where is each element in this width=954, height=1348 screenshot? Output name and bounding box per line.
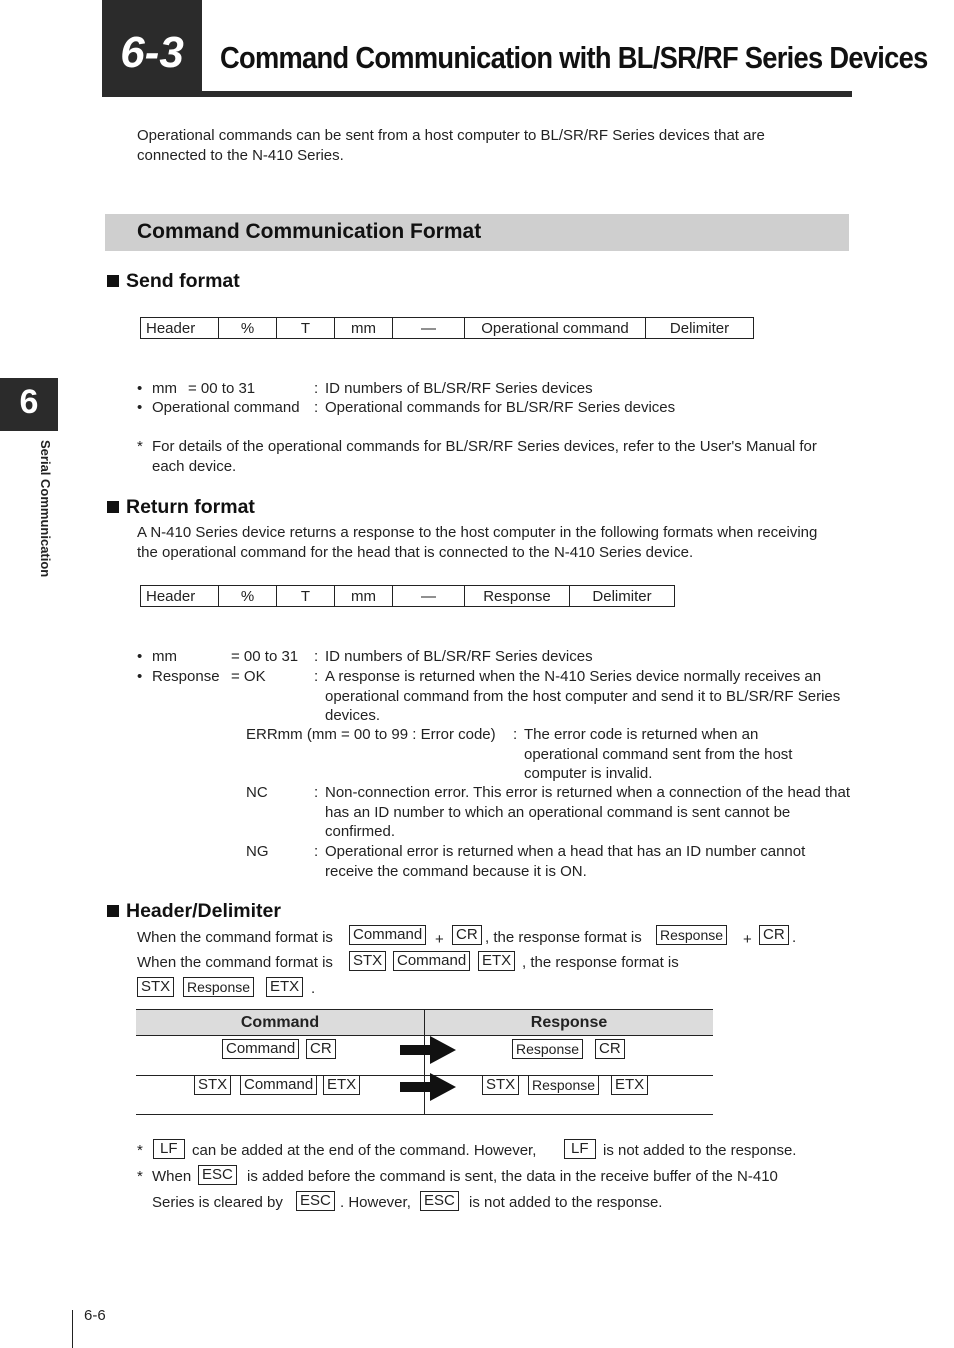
send-bullet-1: • <box>137 380 143 397</box>
square-bullet-icon <box>107 275 119 287</box>
chapter-number: 6-3 <box>120 28 184 77</box>
token-cr: CR <box>452 925 482 945</box>
hd-line1-b: , the response format is <box>485 929 642 946</box>
token-stx: STX <box>194 1075 231 1095</box>
token-command: Command <box>349 925 426 945</box>
header-delimiter-heading: Header/Delimiter <box>107 900 281 923</box>
asterisk: * <box>137 1168 143 1185</box>
colon: : <box>314 784 319 801</box>
token-cr: CR <box>759 925 789 945</box>
send-bullet-2: • <box>137 399 143 416</box>
return-mm-eq: = 00 to 31 <box>231 648 299 665</box>
field-percent: % <box>219 318 277 339</box>
token-command: Command <box>222 1039 299 1059</box>
field-percent: % <box>219 586 277 607</box>
period: . <box>792 929 797 946</box>
colon: : <box>314 648 319 665</box>
colon: : <box>513 726 518 743</box>
field-operational-command: Operational command <box>465 318 646 339</box>
token-etx: ETX <box>478 951 515 971</box>
colon: : <box>314 843 319 860</box>
field-dash: — <box>393 318 465 339</box>
return-resp-eq: = OK <box>231 668 266 685</box>
note2-c: Series is cleared by <box>152 1194 283 1211</box>
token-response: Response <box>512 1039 583 1059</box>
square-bullet-icon <box>107 501 119 513</box>
token-lf: LF <box>564 1139 596 1159</box>
send-format-table <box>140 317 754 339</box>
title-rule <box>202 91 852 97</box>
return-format-table <box>140 585 675 607</box>
return-nc-desc: Non-connection error. This error is returned when a connection of the head that has an ID number to which an operational command is sent cannot be confirmed. <box>325 784 851 840</box>
token-command: Command <box>240 1075 317 1095</box>
footer-rule <box>72 1310 73 1348</box>
token-command: Command <box>393 951 470 971</box>
intro-text: Operational commands can be sent from a host computer to BL/SR/RF Series devices that are connected to the N-410 Series. <box>137 127 765 164</box>
send-bullet-1-term: mm <box>152 380 177 397</box>
asterisk: * <box>137 438 143 455</box>
token-response: Response <box>183 977 254 997</box>
field-t: T <box>277 318 335 339</box>
token-cr: CR <box>595 1039 625 1059</box>
token-esc: ESC <box>420 1191 459 1211</box>
return-ng-desc: Operational error is returned when a head that has an ID number cannot receive the command because it is ON. <box>325 843 806 880</box>
return-ng-term: NG <box>246 843 269 860</box>
side-tab-number: 6 <box>19 383 39 421</box>
field-mm: mm <box>335 586 393 607</box>
note2-d: . However, <box>340 1194 411 1211</box>
page-number: 6-6 <box>84 1307 106 1324</box>
return-bullet-1: • <box>137 648 143 665</box>
note2-e: is not added to the response. <box>469 1194 663 1211</box>
return-format-heading: Return format <box>107 496 255 519</box>
token-etx: ETX <box>323 1075 360 1095</box>
return-ok-desc: A response is returned when the N-410 Series device normally receives an operational command from the host computer and send it to BL/SR/RF Series devices. <box>325 668 841 724</box>
hd-line2-b: , the response format is <box>522 954 679 971</box>
col-command: Command <box>136 1010 425 1036</box>
right-arrow-icon <box>400 1073 456 1101</box>
token-cr: CR <box>306 1039 336 1059</box>
colon: : <box>314 380 319 397</box>
return-bullet-2: • <box>137 668 143 685</box>
note2-a: When <box>152 1168 192 1185</box>
field-header: Header <box>141 586 219 607</box>
return-mm-desc: ID numbers of BL/SR/RF Series devices <box>325 648 593 665</box>
period: . <box>311 980 316 997</box>
col-response: Response <box>425 1010 714 1036</box>
token-etx: ETX <box>611 1075 648 1095</box>
token-stx: STX <box>349 951 386 971</box>
return-resp-term: Response <box>152 668 220 685</box>
return-mm-term: mm <box>152 648 177 665</box>
return-err-desc: The error code is returned when an operational command sent from the host computer is invalid. <box>524 726 793 782</box>
square-bullet-icon <box>107 905 119 917</box>
plus-sign: + <box>435 931 444 948</box>
plus-sign: + <box>743 931 752 948</box>
colon: : <box>314 399 319 416</box>
return-intro: A N-410 Series device returns a response to the host computer in the following formats when receiving the operational command for the head that is connected to the N-410 Series device. <box>137 524 818 561</box>
send-bullet-1-desc: ID numbers of BL/SR/RF Series devices <box>325 380 593 397</box>
token-etx: ETX <box>266 977 303 997</box>
token-stx: STX <box>137 977 174 997</box>
field-t: T <box>277 586 335 607</box>
section-title: Command Communication Format <box>137 220 482 243</box>
note1-a: can be added at the end of the command. However, <box>192 1142 537 1159</box>
token-esc: ESC <box>198 1165 237 1185</box>
hd-line1-a: When the command format is <box>137 929 333 946</box>
token-esc: ESC <box>296 1191 335 1211</box>
side-tab-label: Serial Communication <box>38 440 53 578</box>
send-bullet-2-term: Operational command <box>152 399 300 416</box>
field-header: Header <box>141 318 219 339</box>
send-note: For details of the operational commands for BL/SR/RF Series devices, refer to the User's Manual for each device. <box>152 438 817 475</box>
return-err-term: ERRmm (mm = 00 to 99 : Error code) <box>246 726 496 743</box>
field-response: Response <box>465 586 570 607</box>
token-stx: STX <box>482 1075 519 1095</box>
send-bullet-2-desc: Operational commands for BL/SR/RF Series devices <box>325 399 676 416</box>
asterisk: * <box>137 1142 143 1159</box>
token-response: Response <box>656 925 727 945</box>
field-dash: — <box>393 586 465 607</box>
field-delimiter: Delimiter <box>646 318 754 339</box>
send-format-heading: Send format <box>107 270 240 293</box>
token-lf: LF <box>153 1139 185 1159</box>
note2-b: is added before the command is sent, the data in the receive buffer of the N-410 <box>247 1168 778 1185</box>
colon: : <box>314 668 319 685</box>
field-delimiter: Delimiter <box>570 586 675 607</box>
right-arrow-icon <box>400 1036 456 1064</box>
page-title: Command Communication with BL/SR/RF Series Devices <box>220 40 928 75</box>
field-mm: mm <box>335 318 393 339</box>
note1-b: is not added to the response. <box>603 1142 797 1159</box>
return-nc-term: NC <box>246 784 268 801</box>
token-response: Response <box>528 1075 599 1095</box>
send-bullet-1-eq: = 00 to 31 <box>188 380 256 397</box>
hd-line2-a: When the command format is <box>137 954 333 971</box>
